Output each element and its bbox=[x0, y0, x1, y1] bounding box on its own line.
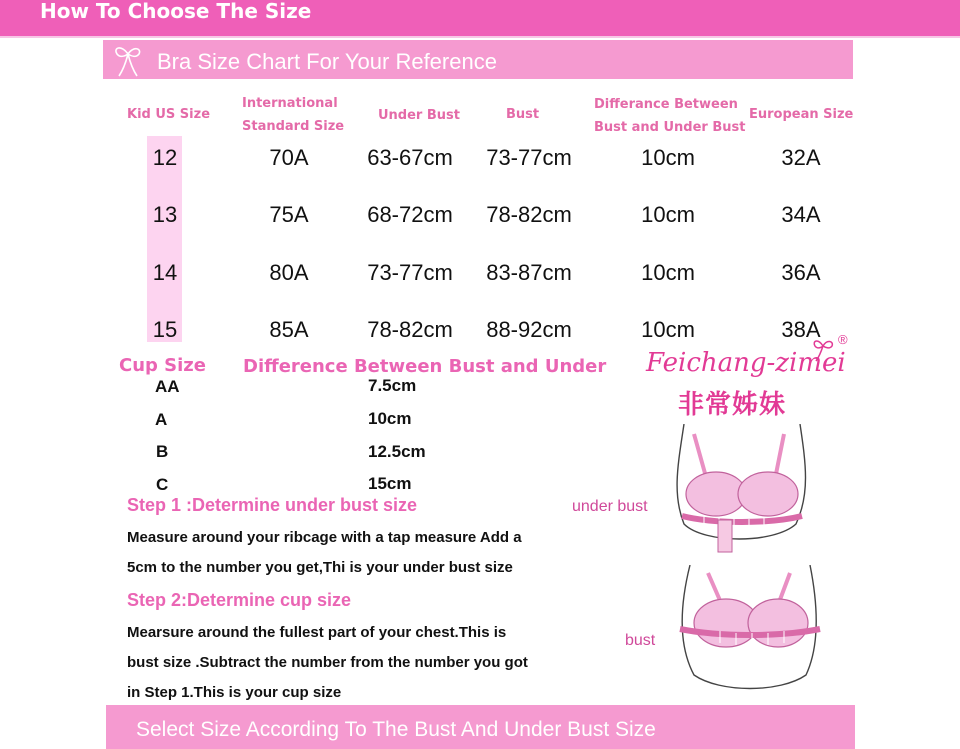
step1-text-line2: 5cm to the number you get,Thi is your under bust size bbox=[127, 559, 513, 576]
table-cell-european: 36A bbox=[781, 260, 821, 285]
footer-text: Select Size According To The Bust And Under Bust Size bbox=[136, 718, 656, 741]
brand-registered-mark: ® bbox=[838, 332, 848, 347]
table-cell-under-bust: 68-72cm bbox=[367, 202, 453, 227]
chart-title: Bra Size Chart For Your Reference bbox=[157, 49, 497, 74]
bust-label: bust bbox=[625, 632, 656, 649]
header-european-size: European Size bbox=[749, 107, 854, 122]
cup-difference-value: 15cm bbox=[368, 474, 412, 493]
header-difference-line1: Differance Between bbox=[594, 97, 738, 112]
cup-difference-value: 12.5cm bbox=[368, 442, 426, 461]
table-cell-european: 38A bbox=[781, 317, 821, 342]
cup-difference-value: 7.5cm bbox=[368, 376, 417, 395]
step1-text-line1: Measure around your ribcage with a tap measure Add a bbox=[127, 529, 522, 546]
table-cell-kid: 14 bbox=[152, 260, 178, 285]
table-cell-bust: 73-77cm bbox=[486, 145, 572, 170]
cup-size-value: C bbox=[156, 475, 169, 494]
cup-size-value: A bbox=[155, 410, 168, 429]
table-cell-intl: 75A bbox=[269, 202, 309, 227]
under-bust-illustration bbox=[664, 424, 820, 554]
step1-title: Step 1 :Determine under bust size bbox=[127, 495, 418, 515]
brand-chinese-name: 非常姊妹 bbox=[678, 389, 787, 419]
table-cell-under-bust: 78-82cm bbox=[367, 317, 453, 342]
table-cell-bust: 88-92cm bbox=[486, 317, 572, 342]
step2-text-line2: bust size .Subtract the number from the number you got bbox=[127, 654, 528, 671]
step2-text-line1: Mearsure around the fullest part of your chest.This is bbox=[127, 624, 507, 641]
header-difference-line2: Bust and Under Bust bbox=[594, 120, 746, 135]
table-cell-kid: 15 bbox=[152, 317, 178, 342]
cup-size-header: Cup Size bbox=[119, 355, 206, 376]
table-cell-european: 34A bbox=[781, 202, 821, 227]
table-cell-under-bust: 63-67cm bbox=[367, 145, 453, 170]
brand-bow-icon bbox=[810, 336, 836, 362]
header-international-line1: International bbox=[242, 96, 338, 111]
table-cell-difference: 10cm bbox=[641, 145, 695, 170]
under-bust-label: under bust bbox=[572, 498, 648, 515]
header-under-bust: Under Bust bbox=[378, 108, 460, 123]
bust-illustration bbox=[660, 565, 830, 695]
table-cell-bust: 83-87cm bbox=[486, 260, 572, 285]
header-bust: Bust bbox=[506, 107, 540, 122]
table-cell-european: 32A bbox=[781, 145, 821, 170]
table-cell-intl: 70A bbox=[269, 145, 309, 170]
header-kid-us-size: Kid US Size bbox=[127, 107, 211, 122]
cup-size-value: AA bbox=[155, 377, 180, 396]
cup-difference-value: 10cm bbox=[368, 409, 412, 428]
step2-title: Step 2:Determine cup size bbox=[127, 590, 352, 610]
table-cell-difference: 10cm bbox=[641, 260, 695, 285]
step2-text-line3: in Step 1.This is your cup size bbox=[127, 684, 342, 701]
cup-difference-header: Difference Between Bust and Under bbox=[243, 356, 607, 377]
header-international-line2: Standard Size bbox=[242, 119, 345, 134]
table-cell-under-bust: 73-77cm bbox=[367, 260, 453, 285]
table-cell-difference: 10cm bbox=[641, 202, 695, 227]
page-title: How To Choose The Size bbox=[40, 0, 312, 23]
ribbon-bow-icon bbox=[111, 42, 145, 78]
chart-title-band bbox=[103, 40, 853, 79]
cup-size-value: B bbox=[156, 442, 169, 461]
table-cell-intl: 80A bbox=[269, 260, 309, 285]
table-cell-kid: 12 bbox=[152, 145, 178, 170]
table-cell-bust: 78-82cm bbox=[486, 202, 572, 227]
table-cell-intl: 85A bbox=[269, 317, 309, 342]
footer-band bbox=[106, 705, 855, 749]
top-header-bar bbox=[0, 0, 960, 38]
table-cell-kid: 13 bbox=[152, 202, 178, 227]
brand-logo-text: Feichang-zimei bbox=[646, 348, 846, 378]
table-cell-difference: 10cm bbox=[641, 317, 695, 342]
